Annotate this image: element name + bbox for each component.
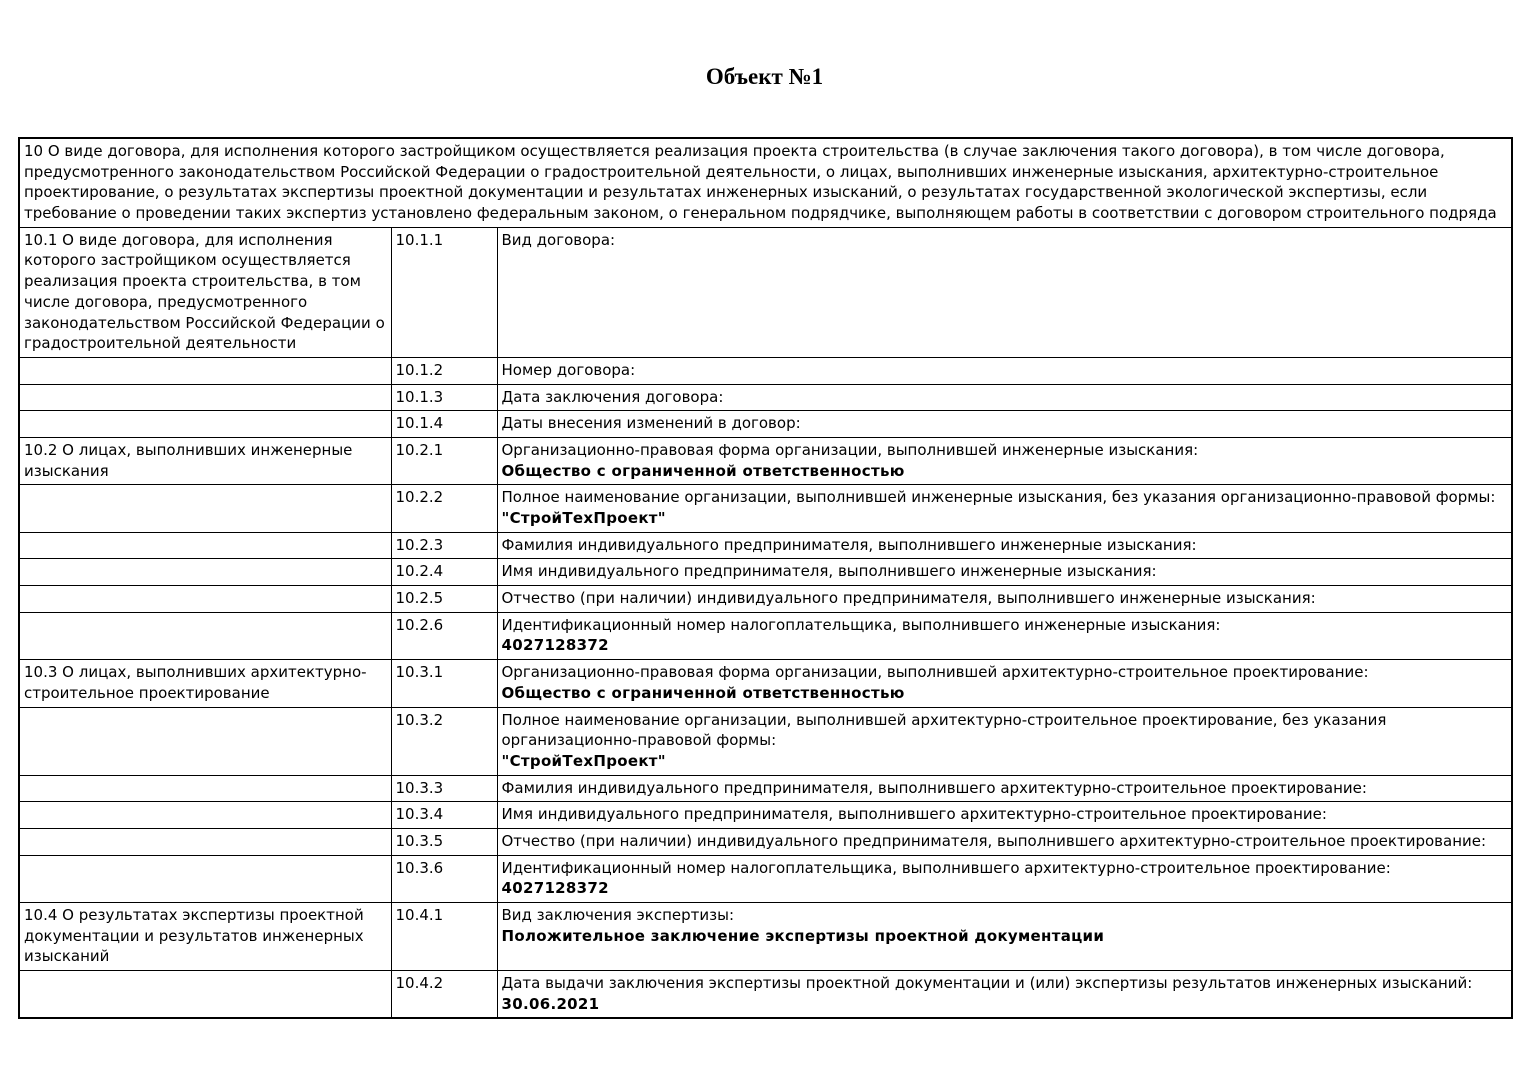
table-row (19, 227, 1512, 357)
field-text: Отчество (при наличии) индивидуального предпринимателя, выполнившего инженерные изыскания: (501, 589, 1316, 608)
row-code: 10.2.1 (391, 437, 497, 484)
field-text: Идентификационный номер налогоплательщика, выполнившего архитектурно-строительное проектирование: (501, 858, 1391, 877)
row-code: 10.1.1 (391, 227, 497, 357)
row-label (19, 971, 391, 1019)
table-row (19, 802, 1512, 829)
field-text: Организационно-правовая форма организации, выполнившей инженерные изыскания: (501, 440, 1199, 459)
table-row (19, 971, 1512, 1019)
field-text: Полное наименование организации, выполнившей инженерные изыскания, без указания организационно-правовой формы: (501, 488, 1496, 507)
row-content (497, 437, 1512, 484)
row-code: 10.2.5 (391, 586, 497, 613)
row-content (497, 532, 1512, 559)
field-text: Дата выдачи заключения экспертизы проектной документации и (или) экспертизы результатов инженерных изысканий: (501, 974, 1473, 993)
row-label (19, 485, 391, 532)
field-text: Фамилия индивидуального предпринимателя, выполнившего инженерные изыскания: (501, 535, 1197, 554)
row-content (497, 828, 1512, 855)
row-content (497, 227, 1512, 357)
row-code: 10.1.3 (391, 384, 497, 411)
table-row (19, 384, 1512, 411)
row-code: 10.3.6 (391, 855, 497, 902)
row-content (497, 485, 1512, 532)
row-code: 10.2.2 (391, 485, 497, 532)
row-code: 10.3.1 (391, 660, 497, 707)
row-label (19, 532, 391, 559)
row-label: 10.3 О лицах, выполнивших архитектурно-строительное проектирование (19, 660, 391, 707)
row-content (497, 384, 1512, 411)
row-code: 10.4.1 (391, 903, 497, 971)
row-label (19, 559, 391, 586)
row-code: 10.2.6 (391, 612, 497, 659)
row-code: 10.2.4 (391, 559, 497, 586)
table-row (19, 707, 1512, 775)
row-label: 10.2 О лицах, выполнивших инженерные изыскания (19, 437, 391, 484)
field-value: 4027128372 (501, 636, 609, 655)
row-label (19, 411, 391, 438)
row-content (497, 802, 1512, 829)
row-label (19, 612, 391, 659)
row-label (19, 707, 391, 775)
declaration-table (18, 137, 1513, 1019)
row-label (19, 357, 391, 384)
table-row (19, 532, 1512, 559)
field-text: Дата заключения договора: (501, 387, 724, 406)
row-label (19, 384, 391, 411)
page-title: Объект №1 (705, 64, 824, 89)
section-header-row (19, 138, 1512, 227)
row-label (19, 855, 391, 902)
row-code: 10.2.3 (391, 532, 497, 559)
table-row (19, 559, 1512, 586)
table-row (19, 775, 1512, 802)
row-code: 10.3.4 (391, 802, 497, 829)
field-value: 4027128372 (501, 879, 609, 898)
row-code: 10.1.2 (391, 357, 497, 384)
row-content (497, 612, 1512, 659)
field-text: Номер договора: (501, 360, 636, 379)
row-label (19, 775, 391, 802)
field-text: Идентификационный номер налогоплательщика, выполнившего инженерные изыскания: (501, 615, 1221, 634)
field-text: Вид договора: (501, 230, 616, 249)
field-text: Фамилия индивидуального предпринимателя, выполнившего архитектурно-строительное проектирование: (501, 778, 1367, 797)
row-content (497, 775, 1512, 802)
row-content (497, 903, 1512, 971)
field-value: Общество с ограниченной ответственностью (501, 683, 905, 702)
field-text: Организационно-правовая форма организации, выполнившей архитектурно-строительное проектирование: (501, 663, 1369, 682)
row-content (497, 855, 1512, 902)
row-label (19, 802, 391, 829)
row-content (497, 357, 1512, 384)
row-code: 10.3.3 (391, 775, 497, 802)
table-row (19, 357, 1512, 384)
table-row (19, 903, 1512, 971)
table-row (19, 612, 1512, 659)
row-content (497, 660, 1512, 707)
table-row (19, 586, 1512, 613)
row-label: 10.4 О результатах экспертизы проектной документации и результатов инженерных изысканий (19, 903, 391, 971)
row-content (497, 707, 1512, 775)
row-code: 10.1.4 (391, 411, 497, 438)
field-text: Имя индивидуального предпринимателя, выполнившего архитектурно-строительное проектирование: (501, 805, 1327, 824)
table-row (19, 411, 1512, 438)
field-text: Даты внесения изменений в договор: (501, 414, 801, 433)
table-row (19, 485, 1512, 532)
field-text: Вид заключения экспертизы: (501, 906, 735, 924)
field-text: Имя индивидуального предпринимателя, выполнившего инженерные изыскания: (501, 562, 1157, 581)
table-row (19, 855, 1512, 902)
row-code: 10.4.2 (391, 971, 497, 1019)
row-code: 10.3.2 (391, 707, 497, 775)
row-label (19, 586, 391, 613)
field-value: Положительное заключение экспертизы проектной документации (501, 926, 1105, 945)
row-content (497, 411, 1512, 438)
section-header-text: 10 О виде договора, для исполнения которого застройщиком осуществляется реализация проекта строительства (в случае заключения такого договора), в том числе договора, предусмотренного законодательством Российской Федерации о градостроительной деятельности, о лицах, выполнивших инженерные изыскания, архитектурно-строительное проектирование, о результатах экспертизы проектной документации и результатах инженерных изысканий, о результатах государственной экологической экспертизы, если требование о проведении таких экспертиз установлено федеральным законом, о генеральном подрядчике, выполняющем работы в соответствии с договором строительного подряда (19, 138, 1512, 227)
field-text: Отчество (при наличии) индивидуального предпринимателя, выполнившего архитектурно-строительное проектирование: (501, 831, 1487, 850)
row-content (497, 971, 1512, 1019)
row-label: 10.1 О виде договора, для исполнения которого застройщиком осуществляется реализация проекта строительства, в том числе договора, предусмотренного законодательством Российской Федерации о градостроительной деятельности (19, 227, 391, 357)
row-label (19, 828, 391, 855)
field-value: 30.06.2021 (501, 994, 600, 1013)
table-row (19, 828, 1512, 855)
field-value: "СтройТехПроект" (501, 751, 666, 770)
table-row (19, 660, 1512, 707)
field-text: Полное наименование организации, выполнившей архитектурно-строительное проектирование, без указания организационно-правовой формы: (501, 710, 1387, 750)
field-value: "СтройТехПроект" (501, 509, 666, 527)
row-content (497, 586, 1512, 613)
table-row (19, 437, 1512, 484)
row-content (497, 559, 1512, 586)
field-value: Общество с ограниченной ответственностью (501, 461, 905, 480)
row-code: 10.3.5 (391, 828, 497, 855)
